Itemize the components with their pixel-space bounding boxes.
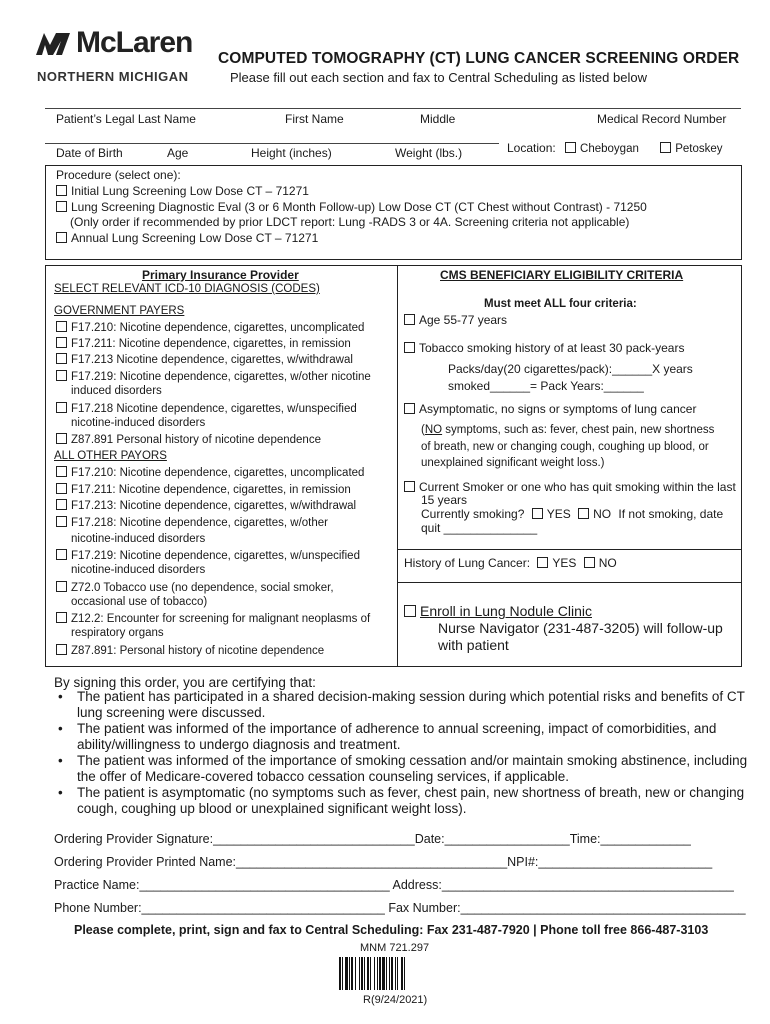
certify-item: The patient was informed of the importance of smoking cessation and/or maintain smoking abstinence, including — [77, 753, 748, 768]
column-divider — [397, 265, 398, 667]
procedure-option-initial — [56, 184, 309, 198]
certify-item: The patient is asymptomatic (no symptoms such as fever, chest pain, new shortness of breath, new or changing — [77, 785, 745, 800]
procedure-diagnostic-label: Lung Screening Diagnostic Eval (3 or 6 Month Follow-up) Low Dose CT (CT Chest without Contrast) - 71250 — [71, 200, 647, 214]
gov-code-checkbox[interactable] — [56, 321, 67, 332]
other-code-checkbox[interactable] — [56, 549, 67, 560]
barcode-bar — [364, 957, 365, 990]
cheboygan-label: Cheboygan — [580, 143, 639, 155]
barcode-bar — [386, 957, 387, 990]
other-code-item: F17.210: Nicotine dependence, cigarettes, uncomplicated — [56, 466, 364, 479]
barcode-bar — [377, 957, 378, 990]
barcode-bar — [339, 957, 341, 990]
symptoms-line1: (NO symptoms, such as: fever, chest pain, new shortness — [421, 424, 715, 436]
other-code-checkbox[interactable] — [56, 483, 67, 494]
symptoms-line2: of breath, new or changing cough, coughing up blood, or — [421, 441, 709, 453]
other-code-item-cont: nicotine-induced disorders — [71, 564, 206, 576]
phone-fax-field[interactable]: Phone Number:___________________________________ Fax Number:_________________________________________ — [54, 901, 746, 915]
procedure-diagnostic-note: (Only order if recommended by prior LDCT report: Lung -RADS 3 or 4A. Screening criteria not applicable) — [70, 215, 630, 229]
government-payers-heading: GOVERNMENT PAYERS — [54, 305, 185, 317]
petoskey-checkbox[interactable] — [660, 142, 671, 153]
gov-code-item: Z87.891 Personal history of nicotine dependence — [56, 433, 321, 446]
bullet-icon: • — [58, 785, 63, 800]
other-code-item: F17.211: Nicotine dependence, cigarettes, in remission — [56, 483, 351, 496]
other-code-item: Z72.0 Tobacco use (no dependence, social smoker, — [56, 581, 334, 594]
other-code-item-cont: respiratory organs — [71, 627, 164, 639]
age-label: Age — [167, 146, 189, 160]
current-smoking-question: Currently smoking? YES NO If not smoking, date — [421, 507, 724, 521]
criterion-current-checkbox[interactable] — [404, 481, 415, 492]
logo-subtitle: NORTHERN MICHIGAN — [37, 69, 189, 84]
barcode-bar — [342, 957, 343, 990]
current-smoker-line2: 15 years — [421, 493, 468, 507]
divider — [45, 143, 499, 144]
barcode-bar — [345, 957, 348, 990]
bullet-icon: • — [58, 721, 63, 736]
barcode-bar — [401, 957, 403, 990]
barcode-bar — [367, 957, 369, 990]
enroll-checkbox[interactable] — [404, 605, 416, 617]
other-code-item: Z87.891: Personal history of nicotine dependence — [56, 644, 324, 657]
barcode-bar — [355, 957, 356, 990]
other-code-checkbox[interactable] — [56, 516, 67, 527]
other-code-checkbox[interactable] — [56, 581, 67, 592]
fax-instruction: Please complete, print, sign and fax to Central Scheduling: Fax 231-487-7920 | Phone toll free 866-487-3103 — [74, 923, 709, 937]
barcode-bar — [359, 957, 360, 990]
row-divider — [397, 549, 742, 550]
petoskey-label: Petoskey — [675, 143, 723, 155]
other-payors-heading: ALL OTHER PAYORS — [54, 450, 167, 462]
row-divider — [397, 582, 742, 583]
history-yes-checkbox[interactable] — [537, 557, 548, 568]
procedure-initial-label: Initial Lung Screening Low Dose CT – 71271 — [71, 184, 309, 198]
gov-code-item: F17.213 Nicotine dependence, cigarettes, w/withdrawal — [56, 353, 353, 366]
mclaren-logo-icon — [34, 31, 72, 57]
barcode-bar — [361, 957, 363, 990]
revision-date: R(9/24/2021) — [363, 994, 428, 1006]
pack-years-line1: Packs/day(20 cigarettes/pack):______X years — [448, 362, 693, 376]
procedure-heading: Procedure (select one): — [56, 168, 181, 182]
dob-label: Date of Birth — [56, 146, 123, 160]
navigator-line2: with patient — [438, 637, 509, 653]
location-field — [507, 141, 723, 155]
other-code-item: F17.218: Nicotine dependence, cigarettes, w/other — [56, 516, 328, 529]
procedure-option-diagnostic — [56, 200, 647, 214]
certify-intro: By signing this order, you are certifying that: — [54, 675, 316, 690]
other-code-item: F17.213: Nicotine dependence, cigarettes, w/withdrawal — [56, 499, 356, 512]
certify-item: The patient has participated in a shared decision-making session during which potential risks and benefits of CT — [77, 689, 745, 704]
barcode-bar — [374, 957, 375, 990]
criterion-asymptomatic-checkbox[interactable] — [404, 403, 415, 414]
height-label: Height (inches) — [251, 146, 332, 160]
gov-code-item: F17.218 Nicotine dependence, cigarettes, w/unspecified — [56, 402, 357, 415]
bullet-icon: • — [58, 753, 63, 768]
page-subtitle: Please fill out each section and fax to Central Scheduling as listed below — [230, 70, 647, 85]
location-label: Location: — [507, 141, 556, 155]
mrn-label: Medical Record Number — [597, 112, 727, 126]
barcode-bar — [395, 957, 396, 990]
middle-label: Middle — [420, 112, 456, 126]
quit-date-field[interactable]: quit ______________ — [421, 521, 538, 535]
cms-must-meet: Must meet ALL four criteria: — [484, 298, 637, 310]
cheboygan-checkbox[interactable] — [565, 142, 576, 153]
barcode-bar — [370, 957, 371, 990]
gov-code-checkbox[interactable] — [56, 370, 67, 381]
other-code-checkbox[interactable] — [56, 466, 67, 477]
page-title: COMPUTED TOMOGRAPHY (CT) LUNG CANCER SCREENING ORDER — [218, 50, 740, 67]
other-code-item-cont: nicotine-induced disorders — [71, 533, 206, 545]
gov-code-checkbox[interactable] — [56, 433, 67, 444]
procedure-initial-checkbox[interactable] — [56, 185, 67, 196]
navigator-line1: Nurse Navigator (231-487-3205) will follow-up — [438, 620, 723, 636]
weight-label: Weight (lbs.) — [395, 146, 463, 160]
procedure-option-annual — [56, 231, 318, 245]
gov-code-item: F17.211: Nicotine dependence, cigarettes, in remission — [56, 337, 351, 350]
criterion-age: Age 55-77 years — [404, 313, 507, 327]
no-word: NO — [424, 424, 443, 436]
last-name-label: Patient’s Legal Last Name — [56, 112, 196, 126]
lung-cancer-history: History of Lung Cancer: YES NO — [404, 556, 617, 570]
criterion-age-checkbox[interactable] — [404, 314, 415, 325]
enroll-nodule-clinic: Enroll in Lung Nodule Clinic — [404, 603, 592, 619]
certify-item-cont: the offer of Medicare-covered tobacco cessation counseling services, if applicable. — [77, 769, 570, 784]
gov-code-item-cont: induced disorders — [71, 385, 162, 397]
barcode-bar — [382, 957, 385, 990]
barcode-bar — [379, 957, 381, 990]
gov-code-item: F17.210: Nicotine dependence, cigarettes, uncomplicated — [56, 321, 364, 334]
gov-code-checkbox[interactable] — [56, 353, 67, 364]
procedure-diagnostic-checkbox[interactable] — [56, 201, 67, 212]
barcode-bar — [389, 957, 390, 990]
other-code-checkbox[interactable] — [56, 612, 67, 623]
procedure-annual-label: Annual Lung Screening Low Dose CT – 71271 — [71, 231, 319, 245]
procedure-annual-checkbox[interactable] — [56, 232, 67, 243]
barcode-bar — [349, 957, 350, 990]
pack-years-line2: smoked______= Pack Years:______ — [448, 379, 644, 393]
symptoms-line3: unexplained significant weight loss.) — [421, 457, 605, 469]
certify-item: The patient was informed of the importance of adherence to annual screening, impact of comorbidities, and — [77, 721, 717, 736]
icd10-select-heading: SELECT RELEVANT ICD-10 DIAGNOSIS (CODES) — [54, 283, 320, 295]
history-no-checkbox[interactable] — [584, 557, 595, 568]
provider-signature-field[interactable]: Ordering Provider Signature:_____________________________Date:__________________Time:_____________ — [54, 832, 691, 846]
insurance-heading: Primary Insurance Provider — [142, 268, 299, 282]
bullet-icon: • — [58, 689, 63, 704]
other-code-checkbox[interactable] — [56, 644, 67, 655]
criterion-current-smoker: Current Smoker or one who has quit smoking within the last — [404, 480, 736, 494]
criterion-asymptomatic: Asymptomatic, no signs or symptoms of lung cancer — [404, 402, 696, 416]
barcode-bar — [397, 957, 398, 990]
other-code-item-cont: occasional use of tobacco) — [71, 596, 208, 608]
gov-code-item-cont: nicotine-induced disorders — [71, 417, 206, 429]
criterion-tobacco-checkbox[interactable] — [404, 342, 415, 353]
barcode-bar — [351, 957, 353, 990]
barcode-bar — [391, 957, 393, 990]
logo-wordmark: McLaren — [76, 26, 193, 59]
certify-item-cont: lung screening were discussed. — [77, 705, 266, 720]
certify-item-cont: cough, coughing up blood or unexplained significant weight loss). — [77, 801, 467, 816]
cms-heading: CMS BENEFICIARY ELIGIBILITY CRITERIA — [440, 268, 684, 282]
divider — [45, 108, 741, 109]
certify-item-cont: ability/willingness to undergo diagnosis and treatment. — [77, 737, 401, 752]
other-code-item: Z12.2: Encounter for screening for malignant neoplasms of — [56, 612, 370, 625]
first-name-label: First Name — [285, 112, 344, 126]
other-code-item: F17.219: Nicotine dependence, cigarettes, w/unspecified — [56, 549, 360, 562]
gov-code-item: F17.219: Nicotine dependence, cigarettes, w/other nicotine — [56, 370, 371, 383]
gov-code-checkbox[interactable] — [56, 402, 67, 413]
other-code-checkbox[interactable] — [56, 499, 67, 510]
currently-smoking-yes-checkbox[interactable] — [532, 508, 543, 519]
barcode-icon — [339, 957, 431, 990]
gov-code-checkbox[interactable] — [56, 337, 67, 348]
provider-printed-name-field[interactable]: Ordering Provider Printed Name:_______________________________________NPI#:_________________________ — [54, 855, 713, 869]
form-number: MNM 721.297 — [360, 942, 430, 954]
barcode-bar — [404, 957, 405, 990]
currently-smoking-no-checkbox[interactable] — [578, 508, 589, 519]
criterion-tobacco: Tobacco smoking history of at least 30 pack-years — [404, 341, 684, 355]
practice-address-field[interactable]: Practice Name:____________________________________ Address:__________________________________________ — [54, 878, 734, 892]
